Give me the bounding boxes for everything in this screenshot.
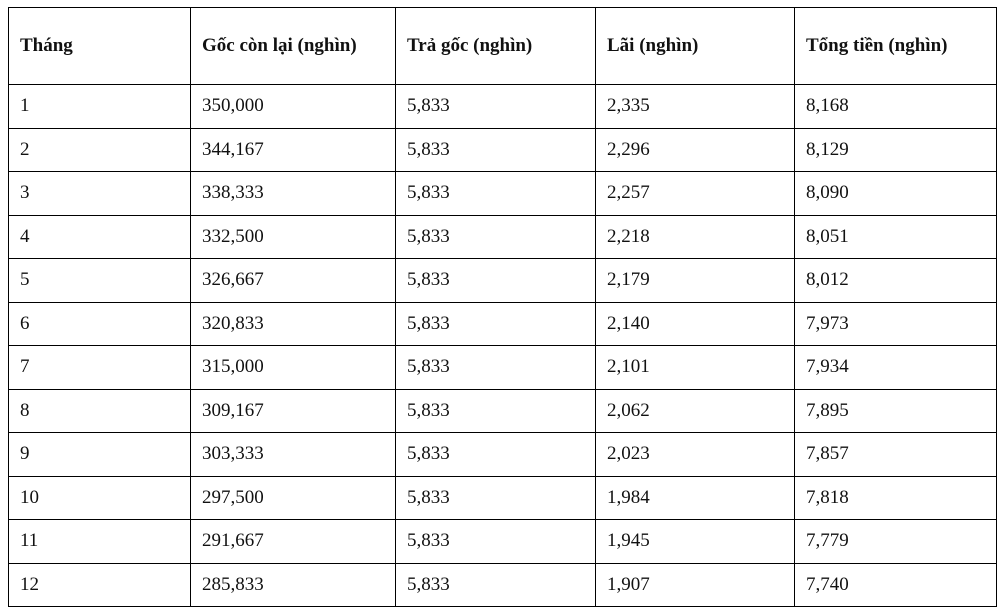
interest-cell: 1,945 <box>596 520 795 564</box>
table-row <box>9 85 997 129</box>
header-remaining-principal: Gốc còn lại (nghìn) <box>191 8 396 85</box>
total-payment-cell: 8,129 <box>795 128 997 172</box>
interest-cell: 2,023 <box>596 433 795 477</box>
principal-payment-cell: 5,833 <box>396 172 596 216</box>
remaining-principal-cell: 350,000 <box>191 85 396 129</box>
remaining-principal-cell: 303,333 <box>191 433 396 477</box>
total-payment-cell: 8,012 <box>795 259 997 303</box>
remaining-principal-cell: 315,000 <box>191 346 396 390</box>
month-cell: 8 <box>9 389 191 433</box>
month-cell: 1 <box>9 85 191 129</box>
total-payment-cell: 7,895 <box>795 389 997 433</box>
table-row <box>9 172 997 216</box>
remaining-principal-cell: 332,500 <box>191 215 396 259</box>
interest-cell: 2,062 <box>596 389 795 433</box>
total-payment-cell: 7,934 <box>795 346 997 390</box>
total-payment-cell: 7,740 <box>795 563 997 607</box>
total-payment-cell: 7,857 <box>795 433 997 477</box>
principal-payment-cell: 5,833 <box>396 476 596 520</box>
total-payment-cell: 8,051 <box>795 215 997 259</box>
payment-schedule-table-wrapper <box>8 7 997 607</box>
table-row <box>9 563 997 607</box>
table-row <box>9 389 997 433</box>
header-month: Tháng <box>9 8 191 85</box>
interest-cell: 2,296 <box>596 128 795 172</box>
month-cell: 5 <box>9 259 191 303</box>
principal-payment-cell: 5,833 <box>396 563 596 607</box>
total-payment-cell: 8,168 <box>795 85 997 129</box>
interest-cell: 2,179 <box>596 259 795 303</box>
header-total-payment: Tổng tiền (nghìn) <box>795 8 997 85</box>
principal-payment-cell: 5,833 <box>396 85 596 129</box>
total-payment-cell: 8,090 <box>795 172 997 216</box>
total-payment-cell: 7,973 <box>795 302 997 346</box>
total-payment-cell: 7,779 <box>795 520 997 564</box>
month-cell: 10 <box>9 476 191 520</box>
remaining-principal-cell: 338,333 <box>191 172 396 216</box>
table-row <box>9 302 997 346</box>
principal-payment-cell: 5,833 <box>396 433 596 477</box>
interest-cell: 1,907 <box>596 563 795 607</box>
month-cell: 2 <box>9 128 191 172</box>
interest-cell: 2,335 <box>596 85 795 129</box>
header-principal-payment: Trả gốc (nghìn) <box>396 8 596 85</box>
table-row <box>9 215 997 259</box>
principal-payment-cell: 5,833 <box>396 389 596 433</box>
principal-payment-cell: 5,833 <box>396 346 596 390</box>
table-row <box>9 520 997 564</box>
remaining-principal-cell: 344,167 <box>191 128 396 172</box>
remaining-principal-cell: 326,667 <box>191 259 396 303</box>
header-row <box>9 8 997 85</box>
interest-cell: 2,140 <box>596 302 795 346</box>
table-row <box>9 433 997 477</box>
remaining-principal-cell: 297,500 <box>191 476 396 520</box>
payment-schedule-table <box>8 7 997 607</box>
total-payment-cell: 7,818 <box>795 476 997 520</box>
table-header <box>9 8 997 85</box>
remaining-principal-cell: 291,667 <box>191 520 396 564</box>
remaining-principal-cell: 285,833 <box>191 563 396 607</box>
month-cell: 3 <box>9 172 191 216</box>
remaining-principal-cell: 309,167 <box>191 389 396 433</box>
table-row <box>9 259 997 303</box>
table-row <box>9 128 997 172</box>
principal-payment-cell: 5,833 <box>396 215 596 259</box>
month-cell: 9 <box>9 433 191 477</box>
month-cell: 12 <box>9 563 191 607</box>
table-row <box>9 476 997 520</box>
month-cell: 11 <box>9 520 191 564</box>
header-interest: Lãi (nghìn) <box>596 8 795 85</box>
interest-cell: 1,984 <box>596 476 795 520</box>
month-cell: 7 <box>9 346 191 390</box>
principal-payment-cell: 5,833 <box>396 259 596 303</box>
table-body <box>9 85 997 607</box>
principal-payment-cell: 5,833 <box>396 128 596 172</box>
month-cell: 4 <box>9 215 191 259</box>
table-row <box>9 346 997 390</box>
interest-cell: 2,218 <box>596 215 795 259</box>
principal-payment-cell: 5,833 <box>396 302 596 346</box>
principal-payment-cell: 5,833 <box>396 520 596 564</box>
interest-cell: 2,257 <box>596 172 795 216</box>
remaining-principal-cell: 320,833 <box>191 302 396 346</box>
interest-cell: 2,101 <box>596 346 795 390</box>
month-cell: 6 <box>9 302 191 346</box>
